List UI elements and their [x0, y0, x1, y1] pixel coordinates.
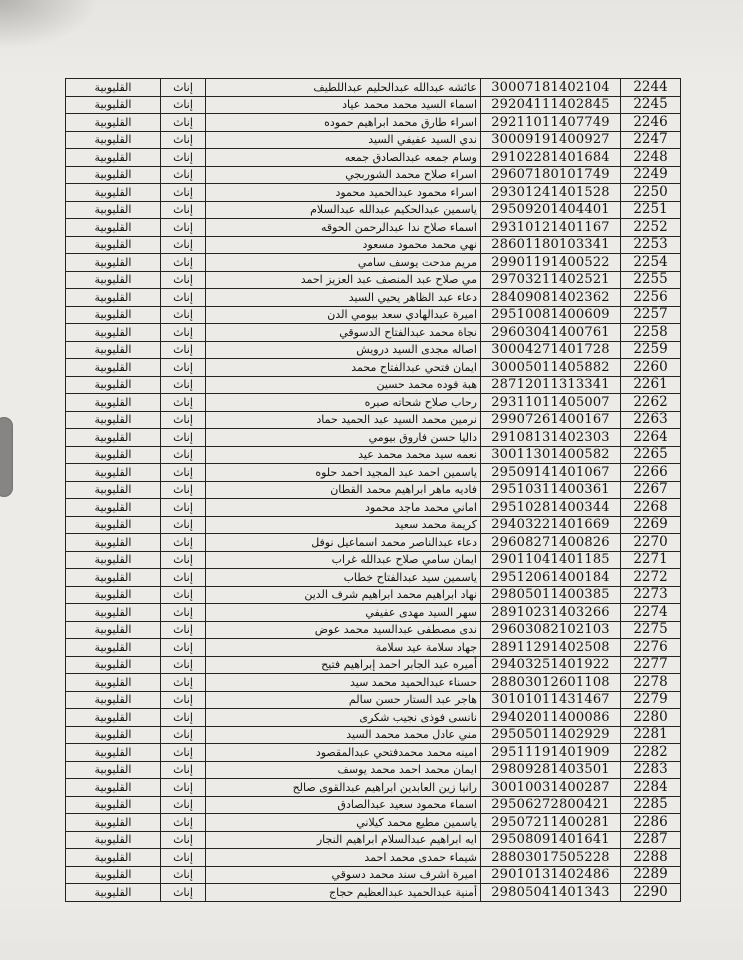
row-gender: إناث — [161, 831, 206, 849]
scrollbar-thumb[interactable] — [0, 417, 13, 497]
row-name: كريمة محمد سعيد — [206, 516, 481, 534]
row-serial: 2264 — [621, 429, 681, 447]
table-row — [66, 306, 681, 324]
row-national-id: 29809281403501 — [481, 761, 621, 779]
table-row — [66, 814, 681, 832]
row-national-id: 29509201404401 — [481, 201, 621, 219]
table-row — [66, 866, 681, 884]
row-national-id: 29603041400761 — [481, 324, 621, 342]
row-national-id: 29703211402521 — [481, 271, 621, 289]
row-gender: إناث — [161, 166, 206, 184]
row-serial: 2276 — [621, 639, 681, 657]
row-national-id: 29510311400361 — [481, 481, 621, 499]
row-name: حسناء عبدالحميد محمد سيد — [206, 674, 481, 692]
row-gender: إناث — [161, 289, 206, 307]
row-serial: 2256 — [621, 289, 681, 307]
row-name: فاديه ماهر ابراهيم محمد القطان — [206, 481, 481, 499]
row-governorate: القليوبية — [66, 394, 161, 412]
row-name: وسام جمعه عبدالصادق جمعه — [206, 149, 481, 167]
row-gender: إناث — [161, 551, 206, 569]
row-gender: إناث — [161, 96, 206, 114]
row-national-id: 29402011400086 — [481, 709, 621, 727]
row-name: ايمان فتحي عبدالفتاح محمد — [206, 359, 481, 377]
row-governorate: القليوبية — [66, 744, 161, 762]
table-row — [66, 394, 681, 412]
row-governorate: القليوبية — [66, 569, 161, 587]
table-row — [66, 586, 681, 604]
row-name: اسراء طارق محمد ابراهيم حموده — [206, 114, 481, 132]
row-gender: إناث — [161, 131, 206, 149]
row-governorate: القليوبية — [66, 324, 161, 342]
row-gender: إناث — [161, 446, 206, 464]
row-name: نهي محمد محمود مسعود — [206, 236, 481, 254]
row-gender: إناث — [161, 779, 206, 797]
row-gender: إناث — [161, 849, 206, 867]
row-governorate: القليوبية — [66, 761, 161, 779]
row-governorate: القليوبية — [66, 289, 161, 307]
row-national-id: 29211011407749 — [481, 114, 621, 132]
row-national-id: 30011301400582 — [481, 446, 621, 464]
table-row — [66, 464, 681, 482]
table-row — [66, 744, 681, 762]
row-name: ندي السيد عفيفي السيد — [206, 131, 481, 149]
row-gender: إناث — [161, 516, 206, 534]
row-name: ياسمين احمد عبد المجيد احمد حلوه — [206, 464, 481, 482]
row-serial: 2251 — [621, 201, 681, 219]
row-national-id: 28910231403266 — [481, 604, 621, 622]
row-serial: 2272 — [621, 569, 681, 587]
row-gender: إناث — [161, 569, 206, 587]
row-gender: إناث — [161, 79, 206, 97]
row-governorate: القليوبية — [66, 709, 161, 727]
row-governorate: القليوبية — [66, 341, 161, 359]
row-governorate: القليوبية — [66, 306, 161, 324]
row-governorate: القليوبية — [66, 831, 161, 849]
row-gender: إناث — [161, 586, 206, 604]
row-governorate: القليوبية — [66, 446, 161, 464]
table-row — [66, 779, 681, 797]
row-national-id: 29507211400281 — [481, 814, 621, 832]
row-national-id: 29510281400344 — [481, 499, 621, 517]
row-serial: 2263 — [621, 411, 681, 429]
row-serial: 2257 — [621, 306, 681, 324]
row-serial: 2269 — [621, 516, 681, 534]
table-row — [66, 691, 681, 709]
row-serial: 2280 — [621, 709, 681, 727]
table-row — [66, 131, 681, 149]
row-gender: إناث — [161, 219, 206, 237]
row-gender: إناث — [161, 481, 206, 499]
row-name: ندى مصطفى عبدالسيد محمد عوض — [206, 621, 481, 639]
row-national-id: 29510081400609 — [481, 306, 621, 324]
row-governorate: القليوبية — [66, 96, 161, 114]
table-row — [66, 551, 681, 569]
row-serial: 2246 — [621, 114, 681, 132]
row-gender: إناث — [161, 114, 206, 132]
row-gender: إناث — [161, 814, 206, 832]
row-national-id: 29805041401343 — [481, 884, 621, 902]
row-serial: 2268 — [621, 499, 681, 517]
row-serial: 2248 — [621, 149, 681, 167]
row-name: ياسمين عبدالحكيم عبدالله عبدالسلام — [206, 201, 481, 219]
row-national-id: 28601180103341 — [481, 236, 621, 254]
row-national-id: 29505011402929 — [481, 726, 621, 744]
table-row — [66, 796, 681, 814]
row-governorate: القليوبية — [66, 219, 161, 237]
row-name: اسماء صلاح ندا عبدالرحمن الحوقه — [206, 219, 481, 237]
row-governorate: القليوبية — [66, 79, 161, 97]
row-serial: 2255 — [621, 271, 681, 289]
table-row — [66, 481, 681, 499]
row-gender: إناث — [161, 376, 206, 394]
row-gender: إناث — [161, 306, 206, 324]
records-table — [65, 78, 681, 902]
row-serial: 2265 — [621, 446, 681, 464]
row-name: اسراء محمود عبدالحميد محمود — [206, 184, 481, 202]
row-gender: إناث — [161, 254, 206, 272]
row-governorate: القليوبية — [66, 656, 161, 674]
row-gender: إناث — [161, 411, 206, 429]
row-gender: إناث — [161, 709, 206, 727]
table-row — [66, 236, 681, 254]
table-row — [66, 534, 681, 552]
row-serial: 2261 — [621, 376, 681, 394]
row-gender: إناث — [161, 866, 206, 884]
row-national-id: 28803012601108 — [481, 674, 621, 692]
table-row — [66, 569, 681, 587]
row-national-id: 28911291402508 — [481, 639, 621, 657]
row-name: ايمان سامي صلاح عبدالله غراب — [206, 551, 481, 569]
row-governorate: القليوبية — [66, 639, 161, 657]
row-governorate: القليوبية — [66, 411, 161, 429]
row-gender: إناث — [161, 691, 206, 709]
row-gender: إناث — [161, 674, 206, 692]
row-national-id: 29805011400385 — [481, 586, 621, 604]
row-governorate: القليوبية — [66, 201, 161, 219]
row-serial: 2273 — [621, 586, 681, 604]
row-national-id: 28712011313341 — [481, 376, 621, 394]
row-name: ايه ابراهيم عبدالسلام ابراهيم النجار — [206, 831, 481, 849]
row-national-id: 29102281401684 — [481, 149, 621, 167]
row-name: اميرة عبدالهادي سعد بيومي الدن — [206, 306, 481, 324]
row-national-id: 29607180101749 — [481, 166, 621, 184]
table-row — [66, 114, 681, 132]
row-national-id: 29506272800421 — [481, 796, 621, 814]
table-row — [66, 376, 681, 394]
row-governorate: القليوبية — [66, 534, 161, 552]
row-national-id: 29511191401909 — [481, 744, 621, 762]
row-national-id: 30005011405882 — [481, 359, 621, 377]
row-national-id: 30010031400287 — [481, 779, 621, 797]
table-row — [66, 359, 681, 377]
row-serial: 2270 — [621, 534, 681, 552]
row-name: أميره عبد الجابر احمد إبراهيم فتيح — [206, 656, 481, 674]
table-row — [66, 446, 681, 464]
row-national-id: 29301241401528 — [481, 184, 621, 202]
row-national-id: 29204111402845 — [481, 96, 621, 114]
table-row — [66, 621, 681, 639]
row-gender: إناث — [161, 341, 206, 359]
table-row — [66, 184, 681, 202]
row-name: اسراء صلاح محمد الشوربجي — [206, 166, 481, 184]
table-row — [66, 271, 681, 289]
table-row — [66, 79, 681, 97]
row-gender: إناث — [161, 324, 206, 342]
row-governorate: القليوبية — [66, 254, 161, 272]
row-name: داليا حسن فاروق بيومي — [206, 429, 481, 447]
row-serial: 2290 — [621, 884, 681, 902]
row-name: دعاء عبدالناصر محمد اسماعيل نوفل — [206, 534, 481, 552]
row-governorate: القليوبية — [66, 114, 161, 132]
row-governorate: القليوبية — [66, 884, 161, 902]
row-name: نانسى فوذى نجيب شكرى — [206, 709, 481, 727]
table-row — [66, 849, 681, 867]
row-national-id: 30004271401728 — [481, 341, 621, 359]
row-serial: 2278 — [621, 674, 681, 692]
row-gender: إناث — [161, 236, 206, 254]
row-name: اميرة اشرف سند محمد دسوقي — [206, 866, 481, 884]
row-serial: 2250 — [621, 184, 681, 202]
table-row — [66, 604, 681, 622]
row-national-id: 29603082102103 — [481, 621, 621, 639]
row-name: اسماء محمود سعيد عبدالصادق — [206, 796, 481, 814]
row-governorate: القليوبية — [66, 499, 161, 517]
records-table-body — [66, 79, 681, 902]
row-governorate: القليوبية — [66, 271, 161, 289]
row-national-id: 29011041401185 — [481, 551, 621, 569]
row-serial: 2274 — [621, 604, 681, 622]
row-serial: 2277 — [621, 656, 681, 674]
row-governorate: القليوبية — [66, 779, 161, 797]
row-national-id: 29512061400184 — [481, 569, 621, 587]
row-serial: 2267 — [621, 481, 681, 499]
row-name: ايمان محمد احمد محمد يوسف — [206, 761, 481, 779]
row-governorate: القليوبية — [66, 131, 161, 149]
row-name: نهاد ابراهيم محمد ابراهيم شرف الدين — [206, 586, 481, 604]
row-governorate: القليوبية — [66, 674, 161, 692]
row-name: سهر السيد مهدى عفيفي — [206, 604, 481, 622]
row-serial: 2283 — [621, 761, 681, 779]
table-row — [66, 429, 681, 447]
row-name: أمنية عبدالحميد عبدالعظيم حجاج — [206, 884, 481, 902]
row-national-id: 29010131402486 — [481, 866, 621, 884]
row-serial: 2289 — [621, 866, 681, 884]
table-row — [66, 516, 681, 534]
row-name: مي صلاح عبد المنصف عبد العزيز احمد — [206, 271, 481, 289]
row-serial: 2284 — [621, 779, 681, 797]
table-row — [66, 709, 681, 727]
row-governorate: القليوبية — [66, 376, 161, 394]
row-governorate: القليوبية — [66, 464, 161, 482]
row-national-id: 29608271400826 — [481, 534, 621, 552]
row-gender: إناث — [161, 271, 206, 289]
row-gender: إناث — [161, 744, 206, 762]
row-name: هاجر عبد الستار حسن سالم — [206, 691, 481, 709]
row-serial: 2279 — [621, 691, 681, 709]
row-gender: إناث — [161, 359, 206, 377]
row-name: اماني محمد ماجد محمود — [206, 499, 481, 517]
row-name: ياسمين سيد عبدالفتاح خطاب — [206, 569, 481, 587]
row-governorate: القليوبية — [66, 866, 161, 884]
table-row — [66, 499, 681, 517]
row-gender: إناث — [161, 201, 206, 219]
row-gender: إناث — [161, 429, 206, 447]
row-name: اسماء السيد محمد محمد عياد — [206, 96, 481, 114]
row-governorate: القليوبية — [66, 586, 161, 604]
table-row — [66, 254, 681, 272]
row-national-id: 29403221401669 — [481, 516, 621, 534]
row-governorate: القليوبية — [66, 849, 161, 867]
row-gender: إناث — [161, 499, 206, 517]
row-national-id: 29901191400522 — [481, 254, 621, 272]
row-governorate: القليوبية — [66, 814, 161, 832]
row-serial: 2287 — [621, 831, 681, 849]
row-name: مريم مدحت يوسف سامي — [206, 254, 481, 272]
table-row — [66, 411, 681, 429]
row-governorate: القليوبية — [66, 604, 161, 622]
row-gender: إناث — [161, 884, 206, 902]
row-serial: 2252 — [621, 219, 681, 237]
table-row — [66, 96, 681, 114]
row-governorate: القليوبية — [66, 481, 161, 499]
row-gender: إناث — [161, 149, 206, 167]
row-gender: إناث — [161, 621, 206, 639]
row-serial: 2262 — [621, 394, 681, 412]
row-name: ياسمين مطيع محمد كيلاني — [206, 814, 481, 832]
row-gender: إناث — [161, 761, 206, 779]
row-governorate: القليوبية — [66, 184, 161, 202]
row-governorate: القليوبية — [66, 551, 161, 569]
row-gender: إناث — [161, 726, 206, 744]
row-serial: 2275 — [621, 621, 681, 639]
row-national-id: 29108131402303 — [481, 429, 621, 447]
row-serial: 2266 — [621, 464, 681, 482]
row-serial: 2258 — [621, 324, 681, 342]
row-governorate: القليوبية — [66, 359, 161, 377]
row-national-id: 29403251401922 — [481, 656, 621, 674]
row-serial: 2271 — [621, 551, 681, 569]
row-national-id: 29509141401067 — [481, 464, 621, 482]
row-national-id: 28409081402362 — [481, 289, 621, 307]
row-national-id: 28803017505228 — [481, 849, 621, 867]
table-row — [66, 726, 681, 744]
row-name: جهاد سلامة عيد سلامة — [206, 639, 481, 657]
row-serial: 2286 — [621, 814, 681, 832]
row-serial: 2254 — [621, 254, 681, 272]
row-serial: 2259 — [621, 341, 681, 359]
row-serial: 2247 — [621, 131, 681, 149]
row-governorate: القليوبية — [66, 516, 161, 534]
row-national-id: 29907261400167 — [481, 411, 621, 429]
row-name: عائشه عبدالله عبدالحليم عبداللطيف — [206, 79, 481, 97]
row-governorate: القليوبية — [66, 621, 161, 639]
table-row — [66, 149, 681, 167]
row-serial: 2260 — [621, 359, 681, 377]
table-row — [66, 201, 681, 219]
table-row — [66, 884, 681, 902]
row-name: رانيا زين العابدين ابراهيم عبدالقوى صالح — [206, 779, 481, 797]
table-row — [66, 761, 681, 779]
table-row — [66, 324, 681, 342]
row-serial: 2285 — [621, 796, 681, 814]
row-serial: 2281 — [621, 726, 681, 744]
table-row — [66, 219, 681, 237]
table-row — [66, 341, 681, 359]
row-serial: 2245 — [621, 96, 681, 114]
row-national-id: 29508091401641 — [481, 831, 621, 849]
row-name: مني عادل محمد محمد السيد — [206, 726, 481, 744]
row-gender: إناث — [161, 639, 206, 657]
row-gender: إناث — [161, 394, 206, 412]
row-name: دعاء عبد الظاهر يحيي السيد — [206, 289, 481, 307]
row-name: هبة فوده محمد حسين — [206, 376, 481, 394]
row-gender: إناث — [161, 656, 206, 674]
row-governorate: القليوبية — [66, 726, 161, 744]
table-row — [66, 166, 681, 184]
row-governorate: القليوبية — [66, 796, 161, 814]
row-governorate: القليوبية — [66, 166, 161, 184]
table-row — [66, 674, 681, 692]
row-gender: إناث — [161, 604, 206, 622]
table-row — [66, 656, 681, 674]
row-national-id: 30101011431467 — [481, 691, 621, 709]
row-governorate: القليوبية — [66, 236, 161, 254]
row-name: شيماء حمدى محمد احمد — [206, 849, 481, 867]
row-name: نعمه سيد محمد محمد عيد — [206, 446, 481, 464]
row-national-id: 30007181402104 — [481, 79, 621, 97]
row-name: نرمين محمد السيد عبد الحميد حماد — [206, 411, 481, 429]
row-governorate: القليوبية — [66, 149, 161, 167]
row-gender: إناث — [161, 796, 206, 814]
row-governorate: القليوبية — [66, 691, 161, 709]
row-gender: إناث — [161, 534, 206, 552]
row-name: نجاة محمد عبدالفتاح الدسوقي — [206, 324, 481, 342]
row-name: امينه محمد محمدفتحي عبدالمقصود — [206, 744, 481, 762]
table-row — [66, 639, 681, 657]
row-national-id: 29310121401167 — [481, 219, 621, 237]
row-serial: 2244 — [621, 79, 681, 97]
row-serial: 2249 — [621, 166, 681, 184]
table-row — [66, 289, 681, 307]
table-row — [66, 831, 681, 849]
row-national-id: 30009191400927 — [481, 131, 621, 149]
row-serial: 2288 — [621, 849, 681, 867]
row-gender: إناث — [161, 184, 206, 202]
row-gender: إناث — [161, 464, 206, 482]
row-serial: 2253 — [621, 236, 681, 254]
row-name: رحاب صلاح شحاته صبره — [206, 394, 481, 412]
row-serial: 2282 — [621, 744, 681, 762]
row-governorate: القليوبية — [66, 429, 161, 447]
row-national-id: 29311011405007 — [481, 394, 621, 412]
row-name: اصاله مجدى السيد درويش — [206, 341, 481, 359]
